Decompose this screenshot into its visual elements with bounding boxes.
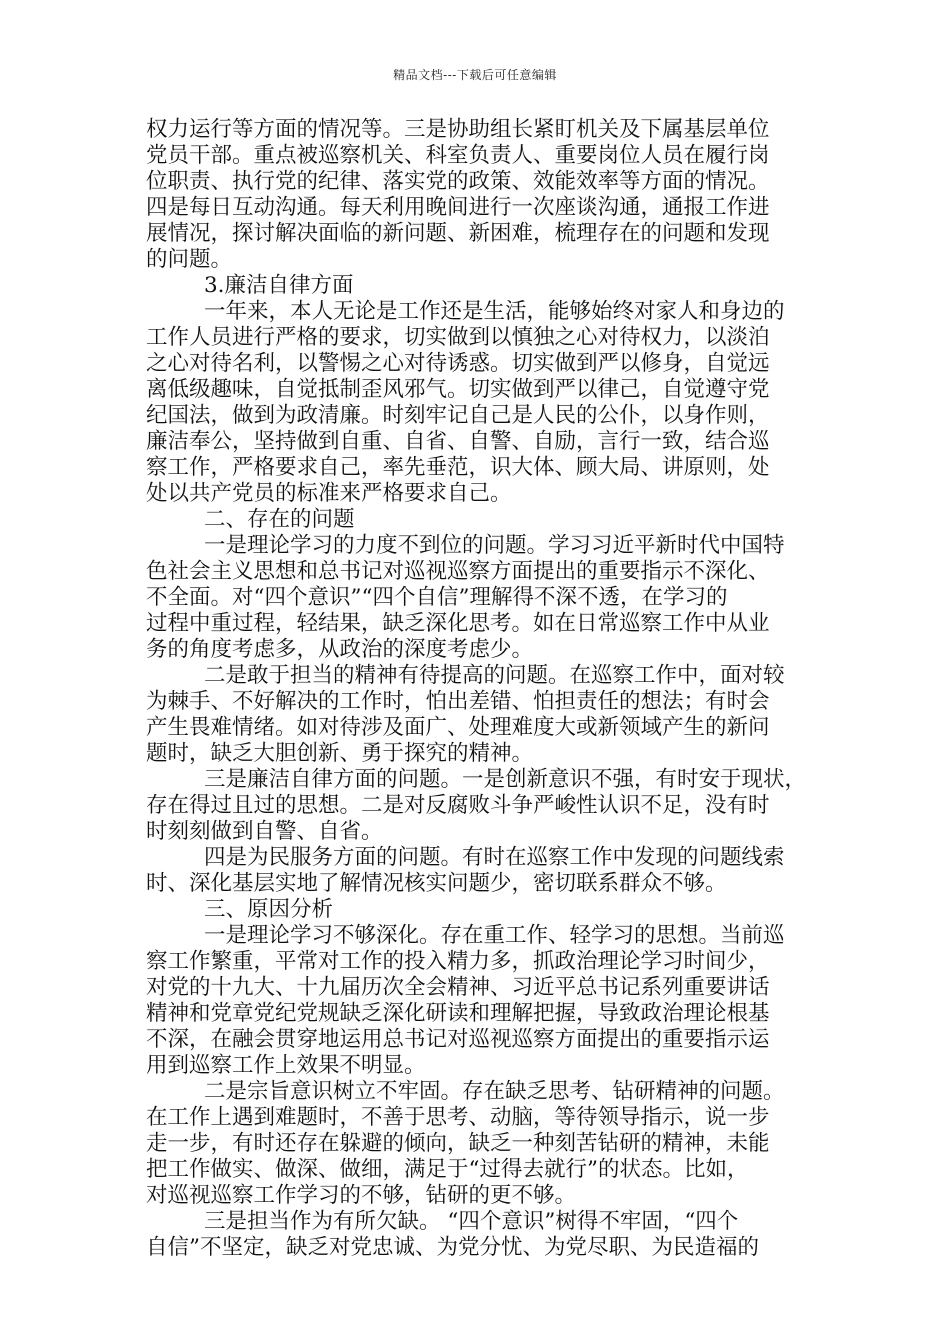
text-line: 务的角度考虑多，从政治的深度考虑少。	[146, 637, 534, 662]
text-line: 3.廉洁自律方面	[204, 273, 354, 298]
text-line: 对巡视巡察工作学习的不够，钻研的更不够。	[146, 1183, 577, 1208]
text-line: 一年来，本人无论是工作还是生活，能够始终对家人和身边的	[204, 299, 785, 324]
text-line: 色社会主义思想和总书记对巡视巡察方面提出的重要指示不深化、	[146, 559, 770, 584]
text-line: 处以共产党员的标准来严格要求自己。	[146, 481, 512, 506]
text-line: 在工作上遇到难题时，不善于思考、动脑，等待领导指示，说一步	[146, 1105, 770, 1130]
text-line: 把工作做实、做深、做细，满足于“过得去就行”的状态。比如，	[146, 1157, 749, 1182]
text-line: 之心对待名利，以警惕之心对待诱惑。切实做到严以修身，自觉远	[146, 351, 770, 376]
text-line: 产生畏难情绪。如对待涉及面广、处理难度大或新领域产生的新问	[146, 715, 770, 740]
text-line: 时、深化基层实地了解情况核实问题少，密切联系群众不够。	[146, 871, 727, 896]
text-line: 位职责、执行党的纪律、落实党的政策、效能效率等方面的情况。	[146, 169, 770, 194]
text-line: 二是敢于担当的精神有待提高的问题。在巡察工作中，面对较	[204, 663, 785, 688]
text-line: 精神和党章党纪党规缺乏深化研读和理解把握，导致政治理论根基	[146, 1001, 770, 1026]
text-line: 展情况，探讨解决面临的新问题、新困难，梳理存在的问题和发现	[146, 221, 770, 246]
text-line: 时刻刻做到自警、自省。	[146, 819, 383, 844]
text-line: 察工作繁重，平常对工作的投入精力多，抓政治理论学习时间少，	[146, 949, 770, 974]
text-line: 自信”不坚定，缺乏对党忠诚、为党分忧、为党尽职、为民造福的	[146, 1235, 759, 1260]
text-line: 三、原因分析	[204, 897, 334, 922]
text-line: 对党的十九大、十九届历次全会精神、习近平总书记系列重要讲话	[146, 975, 770, 1000]
text-line: 不全面。对“四个意识”“四个自信”理解得不深不透，在学习的	[146, 585, 728, 610]
text-line: 一是理论学习不够深化。存在重工作、轻学习的思想。当前巡	[204, 923, 785, 948]
text-line: 二、存在的问题	[204, 507, 355, 532]
text-line: 纪国法，做到为政清廉。时刻牢记自己是人民的公仆，以身作则，	[146, 403, 770, 428]
text-line: 二是宗旨意识树立不牢固。存在缺乏思考、钻研精神的问题。	[204, 1079, 785, 1104]
text-line: 存在得过且过的思想。二是对反腐败斗争严峻性认识不足，没有时	[146, 793, 770, 818]
text-line: 权力运行等方面的情况等。三是协助组长紧盯机关及下属基层单位	[146, 117, 770, 142]
text-line: 一是理论学习的力度不到位的问题。学习习近平新时代中国特	[204, 533, 785, 558]
text-line: 离低级趣味，自觉抵制歪风邪气。切实做到严以律己，自觉遵守党	[146, 377, 770, 402]
text-line: 察工作，严格要求自己，率先垂范，识大体、顾大局、讲原则，处	[146, 455, 770, 480]
text-line: 为棘手、不好解决的工作时，怕出差错、怕担责任的想法；有时会	[146, 689, 770, 714]
text-line: 党员干部。重点被巡察机关、科室负责人、重要岗位人员在履行岗	[146, 143, 770, 168]
text-line: 三是担当作为有所欠缺。 “四个意识”树得不牢固，“四个	[204, 1209, 739, 1234]
page-header: 精品文档---下载后可任意编辑	[393, 68, 557, 82]
text-line: 廉洁奉公，坚持做到自重、自省、自警、自励，言行一致，结合巡	[146, 429, 770, 454]
text-line: 工作人员进行严格的要求，切实做到以慎独之心对待权力，以淡泊	[146, 325, 770, 350]
text-line: 四是每日互动沟通。每天利用晚间进行一次座谈沟通，通报工作进	[146, 195, 770, 220]
text-line: 四是为民服务方面的问题。有时在巡察工作中发现的问题线索	[204, 845, 785, 870]
text-line: 三是廉洁自律方面的问题。一是创新意识不强，有时安于现状，	[204, 767, 807, 792]
text-line: 用到巡察工作上效果不明显。	[146, 1053, 426, 1078]
text-line: 过程中重过程，轻结果，缺乏深化思考。如在日常巡察工作中从业	[146, 611, 770, 636]
text-line: 走一步，有时还存在躲避的倾向，缺乏一种刻苦钻研的精神，未能	[146, 1131, 770, 1156]
text-line: 题时，缺乏大胆创新、勇于探究的精神。	[146, 741, 534, 766]
text-line: 不深，在融会贯穿地运用总书记对巡视巡察方面提出的重要指示运	[146, 1027, 770, 1052]
text-line: 的问题。	[146, 247, 233, 272]
document-body	[146, 117, 811, 1261]
